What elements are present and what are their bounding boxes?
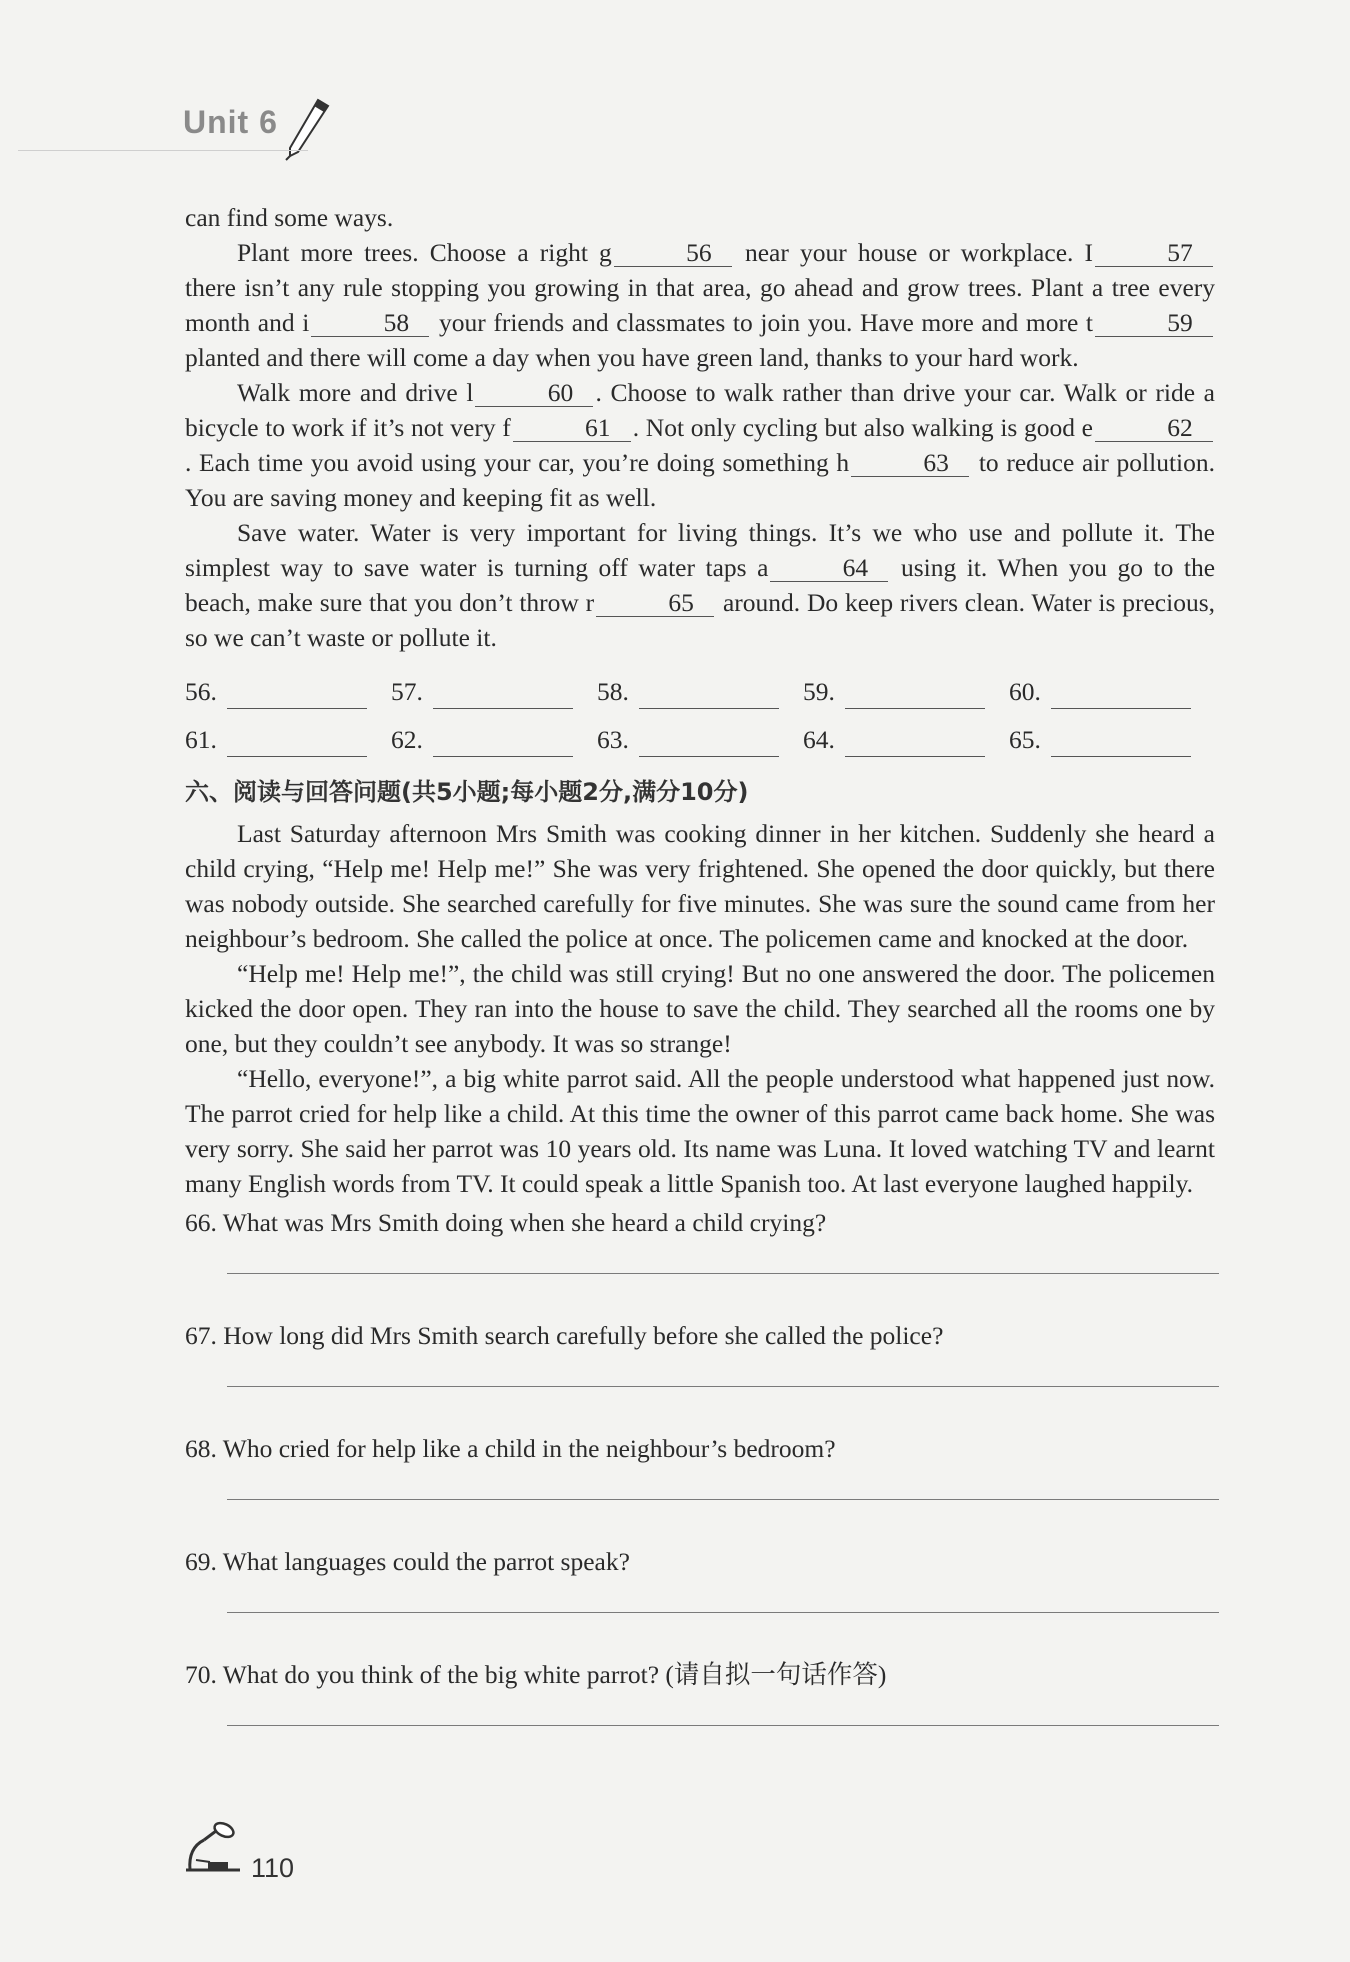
answer-number: 57.: [391, 677, 423, 706]
answer-blank[interactable]: [433, 682, 573, 709]
passage-text: . Choose to walk rather than drive your car. Walk or ride a bicycle to work if it’s not very f: [185, 378, 1215, 442]
answer-cell: [803, 674, 1009, 709]
answer-blank[interactable]: [1051, 730, 1191, 757]
answer-row: [185, 661, 1215, 709]
passage-paragraph-trees: [185, 235, 1215, 375]
passage-text: using it. When you go to the beach, make sure that you don’t throw r: [185, 553, 1216, 617]
question-67: 67. How long did Mrs Smith search carefully before she called the police?: [185, 1321, 944, 1350]
blank-58: 58: [311, 310, 429, 337]
passage-text: . Each time you avoid using your car, you’re doing something h: [185, 448, 850, 477]
answer-grid: [185, 661, 1215, 757]
blank-65: 65: [596, 590, 714, 617]
passage-line: can find some ways.: [185, 203, 394, 232]
blank-57: 57: [1095, 240, 1213, 267]
answer-number: 63.: [597, 725, 629, 754]
answer-line-66[interactable]: [227, 1273, 1219, 1274]
question-66: 66. What was Mrs Smith doing when she heard a child crying?: [185, 1208, 827, 1237]
blank-64: 64: [770, 555, 888, 582]
blank-60: 60: [475, 380, 593, 407]
answer-cell: [391, 722, 597, 757]
passage-text: your friends and classmates to join you. Have more and more t: [438, 308, 1093, 337]
answer-number: 64.: [803, 725, 835, 754]
answer-blank[interactable]: [227, 682, 367, 709]
blank-61: 61: [513, 415, 631, 442]
answer-cell: [597, 722, 803, 757]
answer-number: 56.: [185, 677, 217, 706]
answer-blank[interactable]: [433, 730, 573, 757]
reading-paragraph: “Help me! Help me!”, the child was still crying! But no one answered the door. The policemen kicked the door open. They ran into the house to save the child. They searched all the rooms one by one, but they couldn’t see anybody. It was so strange!: [185, 959, 1215, 1058]
passage-text: . Not only cycling but also walking is good e: [632, 413, 1093, 442]
answer-blank[interactable]: [1051, 682, 1191, 709]
answer-cell: [185, 674, 391, 709]
passage-text: planted and there will come a day when you have green land, thanks to your hard work.: [185, 343, 1079, 372]
passage-text: around. Do keep rivers clean. Water is precious, so we can’t waste or pollute it.: [185, 588, 1215, 652]
reading-paragraph: “Hello, everyone!”, a big white parrot said. All the people understood what happened just now. The parrot cried for help like a child. At this time the owner of this parrot came back home. She was very sorry. She said her parrot was 10 years old. Its name was Luna. It loved watching TV and learnt many English words from TV. It could speak a little Spanish too. At last everyone laughed happily.: [185, 1064, 1215, 1198]
answer-blank[interactable]: [639, 682, 779, 709]
answer-line-67[interactable]: [227, 1386, 1219, 1387]
pen-icon: [284, 96, 334, 162]
answer-blank[interactable]: [845, 682, 985, 709]
passage-text: near your house or workplace. I: [744, 238, 1094, 267]
main-content: [185, 200, 1215, 1726]
answer-cell: [185, 722, 391, 757]
blank-62: 62: [1095, 415, 1213, 442]
passage-paragraph-walk: [185, 375, 1215, 515]
question-69: 69. What languages could the parrot speak?: [185, 1547, 630, 1576]
answer-blank[interactable]: [639, 730, 779, 757]
section-title: 六、阅读与回答问题(共5小题;每小题2分,满分10分): [185, 778, 749, 806]
passage-text: Walk more and drive l: [237, 378, 474, 407]
passage-text: to reduce air pollution. You are saving money and keeping fit as well.: [185, 448, 1216, 512]
answer-cell: [597, 674, 803, 709]
page-number: 110: [251, 1853, 295, 1883]
answer-cell: [803, 722, 1009, 757]
passage-paragraph-water: [185, 515, 1215, 655]
blank-63: 63: [851, 450, 969, 477]
question-68: 68. Who cried for help like a child in the neighbour’s bedroom?: [185, 1434, 836, 1463]
answer-cell: [1009, 674, 1215, 709]
passage-text: there isn’t any rule stopping you growing in that area, go ahead and grow trees. Plant a tree every month and i: [185, 273, 1215, 337]
answer-blank[interactable]: [845, 730, 985, 757]
answer-row: [185, 709, 1215, 757]
blank-59: 59: [1095, 310, 1213, 337]
answer-line-69[interactable]: [227, 1612, 1219, 1613]
question-70: 70. What do you think of the big white parrot? (请自拟一句话作答): [185, 1660, 887, 1689]
blank-56: 56: [614, 240, 732, 267]
answer-number: 62.: [391, 725, 423, 754]
answer-number: 58.: [597, 677, 629, 706]
answer-line-68[interactable]: [227, 1499, 1219, 1500]
answer-cell: [391, 674, 597, 709]
reading-paragraph: Last Saturday afternoon Mrs Smith was cooking dinner in her kitchen. Suddenly she heard a child crying, “Help me! Help me!” She was very frightened. She opened the door quickly, but there was nobody outside. She searched carefully for five minutes. She was sure the sound came from her neighbour’s bedroom. She called the police at once. The policemen came and knocked at the door.: [185, 819, 1215, 953]
passage-text: Plant more trees. Choose a right g: [237, 238, 612, 267]
answer-number: 59.: [803, 677, 835, 706]
reading-lamp-icon: [182, 1818, 244, 1874]
answer-line-70[interactable]: [227, 1725, 1219, 1726]
passage-text: Save water. Water is very important for living things. It’s we who use and pollute it. The simplest way to save water is turning off water taps a: [185, 518, 1215, 582]
header-rule: [18, 150, 308, 151]
answer-blank[interactable]: [227, 730, 367, 757]
answer-number: 65.: [1009, 725, 1041, 754]
answer-number: 60.: [1009, 677, 1041, 706]
answer-cell: [1009, 722, 1215, 757]
answer-number: 61.: [185, 725, 217, 754]
unit-title: Unit 6: [183, 104, 278, 140]
